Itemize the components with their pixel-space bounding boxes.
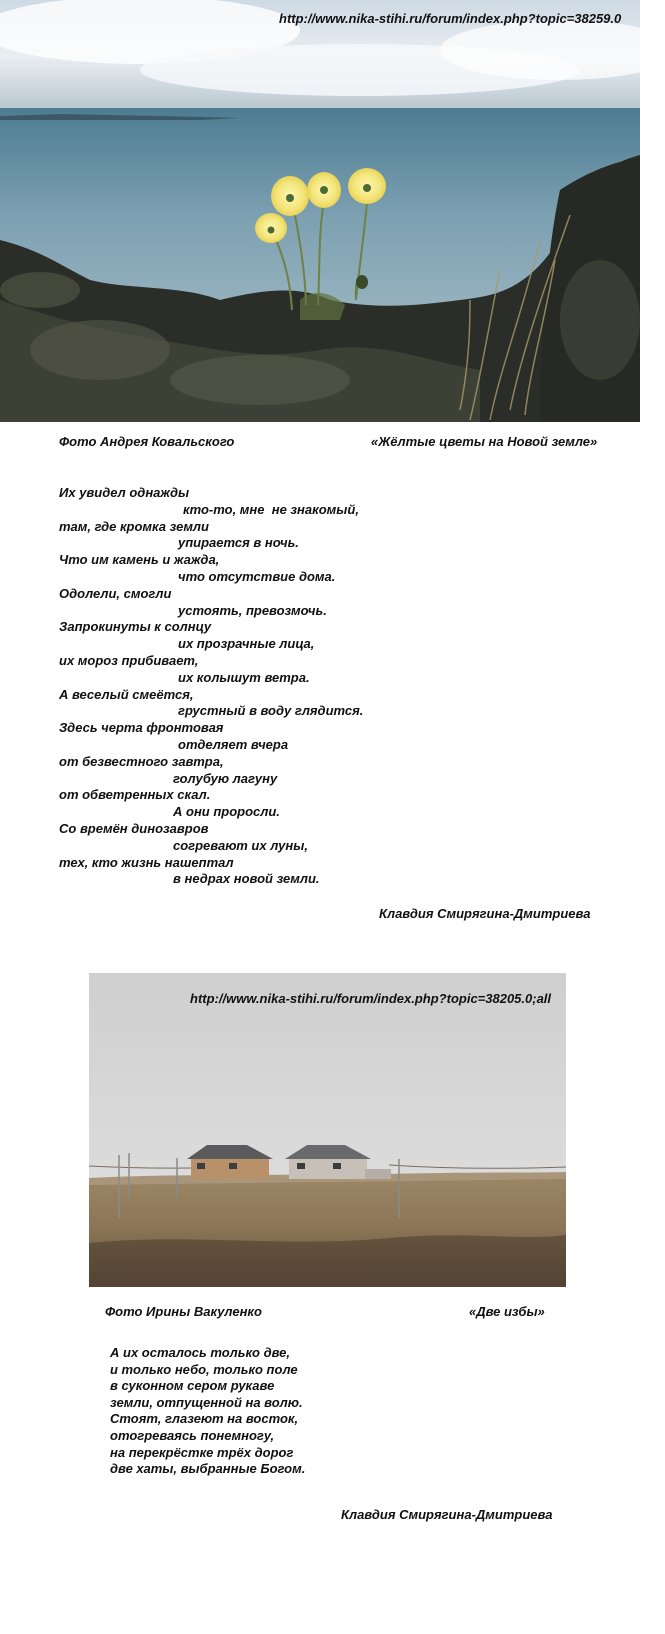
poem1-line: упирается в ночь. — [178, 535, 299, 551]
poem1-line: устоять, превозмочь. — [178, 602, 327, 618]
poem1-line: их колышут ветра. — [178, 669, 310, 685]
poem1-line: Со времён динозавров — [59, 820, 209, 836]
poem1-line: Запрокинуты к солнцу — [59, 619, 212, 635]
poem1-line: там, где кромка земли — [59, 518, 209, 534]
poem1-line: Что им камень и жажда, — [59, 552, 220, 568]
poem2-line: на перекрёстке трёх дорог — [110, 1444, 294, 1460]
poem1-line: голубую лагуну — [173, 770, 278, 786]
poem2-author: Клавдия Смирягина-Дмитриева — [341, 1507, 553, 1522]
poem1-line: отделяет вчера — [178, 736, 289, 752]
poem2-line: А их осталось только две, — [110, 1345, 291, 1360]
poem2-line: в суконном сером рукаве — [110, 1378, 275, 1394]
poem1-line: в недрах новой земли. — [173, 871, 320, 887]
poem1-line: тех, кто жизнь нашептал — [59, 854, 234, 870]
photo-two-houses — [89, 973, 566, 1287]
photo1-caption-photographer: Фото Андрея Ковальского — [59, 434, 235, 449]
poem1-line: от обветренных скал. — [59, 787, 211, 803]
photo1-url[interactable]: http://www.nika-stihi.ru/forum/index.php?topic=38259.0 — [279, 11, 622, 26]
poem1-line: от безвестного завтра, — [59, 753, 224, 769]
poem1 — [59, 485, 363, 888]
poem2-line: и только небо, только поле — [110, 1361, 298, 1377]
poem1-line: Их увидел однажды — [59, 485, 190, 500]
poem2-line: две хаты, выбранные Богом. — [110, 1461, 306, 1477]
poem1-line: А они проросли. — [173, 804, 280, 820]
photo2-caption-photographer: Фото Ирины Вакуленко — [105, 1304, 262, 1319]
poem1-line: что отсутствие дома. — [178, 568, 336, 584]
poem1-line: их мороз прибивает, — [59, 652, 199, 668]
poem1-line: их прозрачные лица, — [178, 636, 315, 652]
poem2 — [110, 1345, 305, 1478]
photo-yellow-flowers — [0, 0, 640, 422]
poem1-line: согревают их луны, — [173, 837, 308, 853]
poem1-line: кто-то, мне не знакомый, — [183, 501, 359, 517]
poem2-line: Стоят, глазеют на восток, — [110, 1411, 299, 1427]
poem1-author: Клавдия Смирягина-Дмитриева — [379, 906, 591, 921]
photo2-caption-title: «Две избы» — [469, 1304, 545, 1319]
poem2-line: земли, отпущенной на волю. — [110, 1394, 303, 1410]
poem1-line: А веселый смеётся, — [59, 686, 194, 702]
poem2-line: отогреваясь понемногу, — [110, 1427, 275, 1443]
photo1-caption-title: «Жёлтые цветы на Новой земле» — [371, 434, 598, 449]
photo2-url[interactable]: http://www.nika-stihi.ru/forum/index.php?topic=38205.0;all — [190, 991, 552, 1006]
poem1-line: грустный в воду глядится. — [178, 703, 364, 719]
poem1-line: Здесь черта фронтовая — [59, 720, 224, 736]
poem1-line: Одолели, смогли — [59, 585, 172, 601]
